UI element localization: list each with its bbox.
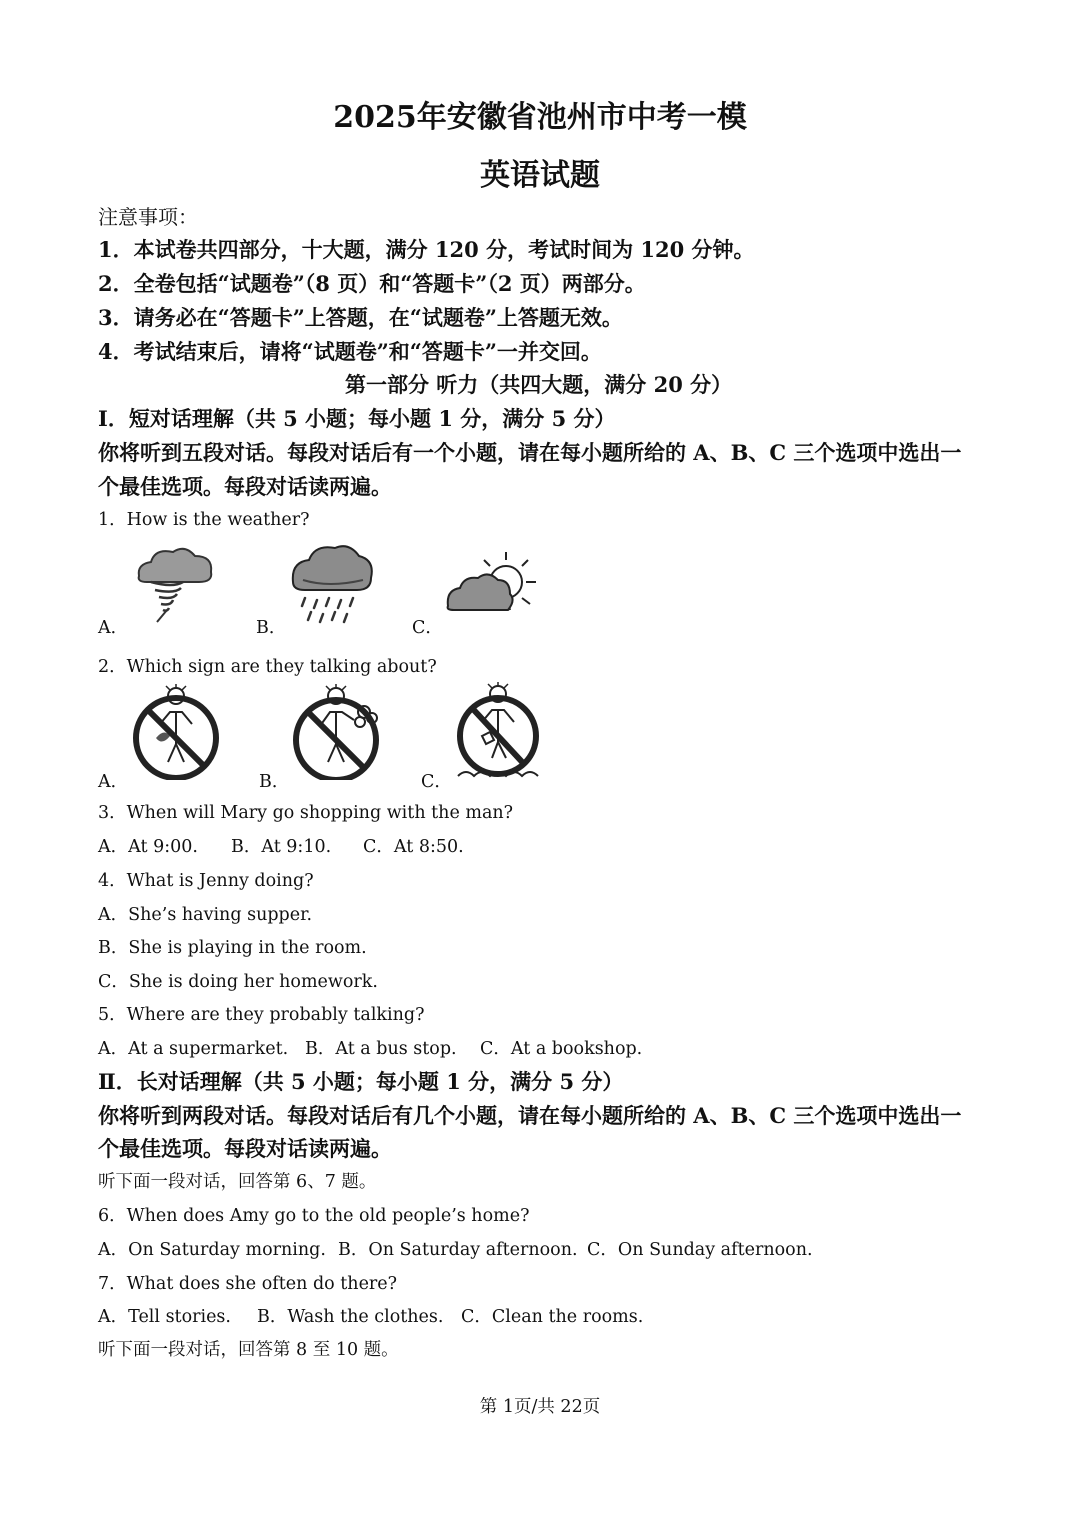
q7-option-b: B．Wash the clothes. — [257, 1307, 444, 1327]
question-5-stem: 5．Where are they probably talking? — [98, 1005, 425, 1025]
question-7-stem: 7．What does she often do there? — [98, 1274, 398, 1294]
q5-option-c: C．At a bookshop. — [480, 1039, 643, 1059]
part1-heading: 第一部分 听力（共四大题，满分 20 分） — [345, 372, 733, 397]
q7-option-a: A．Tell stories. — [98, 1307, 231, 1327]
q3-option-a: A．At 9:00. — [98, 837, 198, 857]
question-6-stem: 6．When does Amy go to the old people’s home? — [98, 1206, 530, 1226]
rain-cloud-icon — [289, 540, 375, 626]
section1-heading: Ⅰ．短对话理解（共 5 小题；每小题 1 分，满分 5 分） — [98, 406, 616, 431]
no-flower-picking-sign-icon — [290, 684, 384, 780]
no-littering-sign-icon — [452, 682, 546, 782]
q4-option-a: A．She’s having supper. — [98, 905, 313, 925]
section1-instructions: 个最佳选项。每段对话读两遍。 — [98, 474, 392, 499]
question-4-stem: 4．What is Jenny doing? — [98, 871, 314, 891]
page-number: 第 1页/共 22页 — [479, 1397, 601, 1417]
note-item: 4．考试结束后，请将“试题卷”和“答题卡”一并交回。 — [98, 339, 602, 364]
note-item: 2．全卷包括“试题卷”（8 页）和“答题卡”（2 页）两部分。 — [98, 271, 646, 296]
q3-option-c: C．At 8:50. — [363, 837, 464, 857]
q6-option-b: B．On Saturday afternoon. — [338, 1240, 578, 1260]
q6-option-a: A．On Saturday morning. — [98, 1240, 326, 1260]
q4-option-c: C．She is doing her homework. — [98, 972, 378, 992]
notes-heading: 注意事项： — [98, 205, 198, 229]
exam-subtitle: 英语试题 — [480, 158, 600, 193]
note-item: 1．本试卷共四部分，十大题，满分 120 分，考试时间为 120 分钟。 — [98, 237, 755, 262]
question-2-stem: 2．Which sign are they talking about? — [98, 657, 437, 677]
section1-instructions: 你将听到五段对话。每段对话后有一个小题，请在每小题所给的 A、B、C 三个选项中选出一 — [98, 440, 962, 465]
q2-option-c: C． — [421, 772, 452, 792]
q2-option-b: B． — [259, 772, 290, 792]
section2-heading: Ⅱ．长对话理解（共 5 小题；每小题 1 分，满分 5 分） — [98, 1069, 624, 1094]
q1-option-c: C． — [412, 618, 443, 638]
exam-title: 2025年安徽省池州市中考一模 — [333, 100, 747, 135]
q2-option-a: A． — [98, 772, 129, 792]
q5-option-b: B．At a bus stop. — [305, 1039, 457, 1059]
q6-option-c: C．On Sunday afternoon. — [587, 1240, 813, 1260]
question-3-stem: 3．When will Mary go shopping with the man? — [98, 803, 514, 823]
q7-option-c: C．Clean the rooms. — [461, 1307, 644, 1327]
section2-instructions: 个最佳选项。每段对话读两遍。 — [98, 1136, 392, 1161]
note-item: 3．请务必在“答题卡”上答题，在“试题卷”上答题无效。 — [98, 305, 623, 330]
no-picking-sign-icon — [130, 684, 224, 780]
section2-instructions: 你将听到两段对话。每段对话后有几个小题，请在每小题所给的 A、B、C 三个选项中选出一 — [98, 1103, 962, 1128]
dialogue-lead: 听下面一段对话，回答第 6、7 题。 — [98, 1172, 377, 1192]
dialogue-lead: 听下面一段对话，回答第 8 至 10 题。 — [98, 1340, 399, 1360]
q4-option-b: B．She is playing in the room. — [98, 938, 367, 958]
sun-behind-cloud-icon — [444, 548, 540, 630]
question-1-stem: 1．How is the weather? — [98, 510, 310, 530]
q1-option-a: A． — [98, 618, 129, 638]
q3-option-b: B．At 9:10. — [231, 837, 332, 857]
q1-option-b: B． — [256, 618, 287, 638]
tornado-cloud-icon — [133, 542, 217, 626]
q5-option-a: A．At a supermarket. — [98, 1039, 289, 1059]
